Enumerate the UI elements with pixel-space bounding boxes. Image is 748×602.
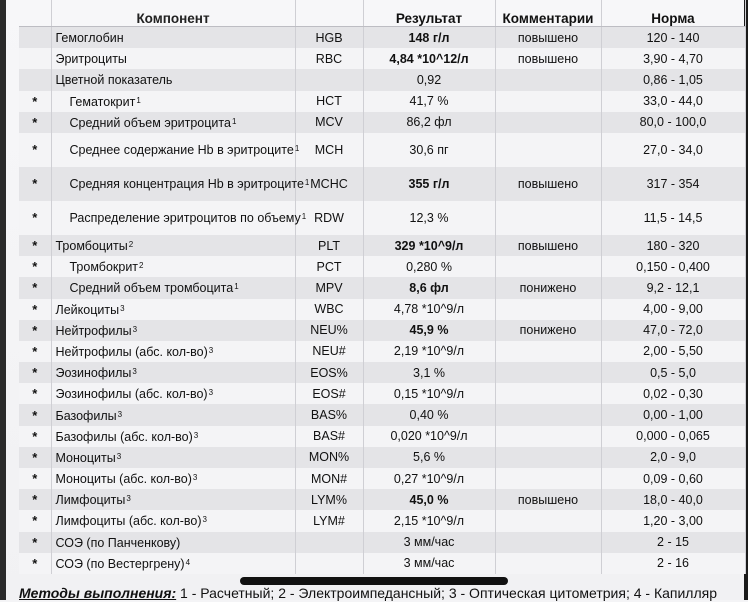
result-value: 0,020 *10^9/л bbox=[363, 426, 495, 447]
comment-value bbox=[495, 510, 601, 531]
component-name bbox=[51, 320, 295, 341]
star-marker: * bbox=[19, 167, 51, 201]
component-name bbox=[51, 27, 295, 49]
component-abbr: LYM% bbox=[295, 489, 363, 510]
component-abbr: EOS% bbox=[295, 362, 363, 383]
footnote-ref: 3 bbox=[132, 324, 138, 334]
table-row bbox=[19, 235, 745, 256]
star-marker: * bbox=[19, 404, 51, 425]
component-name bbox=[51, 112, 295, 133]
result-value: 4,78 *10^9/л bbox=[363, 299, 495, 320]
norm-range: 3,90 - 4,70 bbox=[601, 48, 745, 69]
comment-value bbox=[495, 447, 601, 468]
comment-value: повышено bbox=[495, 27, 601, 49]
norm-range: 80,0 - 100,0 bbox=[601, 112, 745, 133]
footnote-ref: 2 bbox=[128, 240, 134, 250]
comment-value bbox=[495, 91, 601, 112]
component-name bbox=[51, 362, 295, 383]
footnote-ref: 1 bbox=[301, 212, 307, 222]
result-value: 45,9 % bbox=[363, 320, 495, 341]
star-marker: * bbox=[19, 112, 51, 133]
table-row bbox=[19, 69, 745, 90]
result-value: 355 г/л bbox=[363, 167, 495, 201]
table-row bbox=[19, 167, 745, 201]
star-marker: * bbox=[19, 468, 51, 489]
comment-value: повышено bbox=[495, 48, 601, 69]
table-header-row bbox=[19, 0, 745, 27]
norm-header: Норма bbox=[601, 0, 745, 27]
star-marker: * bbox=[19, 299, 51, 320]
norm-range: 0,000 - 0,065 bbox=[601, 426, 745, 447]
comment-value bbox=[495, 133, 601, 167]
table-row bbox=[19, 553, 745, 574]
component-name-text: Эозинофилы (абс. кол-во) bbox=[55, 387, 208, 402]
footnote-ref: 3 bbox=[126, 494, 131, 504]
norm-range: 0,5 - 5,0 bbox=[601, 362, 745, 383]
table-row bbox=[19, 468, 745, 489]
star-header bbox=[19, 0, 51, 27]
result-value: 41,7 % bbox=[363, 91, 495, 112]
norm-range: 0,150 - 0,400 bbox=[601, 256, 745, 277]
footnote-ref: 3 bbox=[193, 430, 199, 440]
comment-value bbox=[495, 299, 601, 320]
footnote-ref: 1 bbox=[136, 95, 141, 105]
table-row bbox=[19, 27, 745, 49]
component-name-text: Тромбокрит bbox=[69, 260, 139, 275]
table-row bbox=[19, 320, 745, 341]
component-name bbox=[51, 468, 295, 489]
component-name-text: Нейтрофилы (абс. кол-во) bbox=[55, 344, 208, 359]
table-row bbox=[19, 341, 745, 362]
comment-value: повышено bbox=[495, 489, 601, 510]
component-name bbox=[51, 426, 295, 447]
component-abbr: BAS# bbox=[295, 426, 363, 447]
component-abbr: RBC bbox=[295, 48, 363, 69]
star-marker: * bbox=[19, 256, 51, 277]
norm-range: 0,00 - 1,00 bbox=[601, 404, 745, 425]
result-value: 148 г/л bbox=[363, 27, 495, 49]
component-name bbox=[51, 341, 295, 362]
comment-value: понижено bbox=[495, 277, 601, 298]
component-name-text: Лейкоциты bbox=[55, 302, 120, 317]
result-value: 0,280 % bbox=[363, 256, 495, 277]
norm-range: 18,0 - 40,0 bbox=[601, 489, 745, 510]
component-name-text: Гемоглобин bbox=[55, 31, 124, 46]
component-name-text: Базофилы bbox=[55, 408, 117, 423]
norm-range: 4,00 - 9,00 bbox=[601, 299, 745, 320]
methods-footer bbox=[19, 584, 748, 602]
component-abbr: NEU# bbox=[295, 341, 363, 362]
component-name-text: Лимфоциты (абс. кол-во) bbox=[55, 514, 202, 529]
table-row bbox=[19, 133, 745, 167]
norm-range: 180 - 320 bbox=[601, 235, 745, 256]
table-row bbox=[19, 447, 745, 468]
component-abbr: BAS% bbox=[295, 404, 363, 425]
component-abbr: MON# bbox=[295, 468, 363, 489]
star-marker: * bbox=[19, 201, 51, 235]
component-name-text: Моноциты (абс. кол-во) bbox=[55, 472, 192, 487]
component-name bbox=[51, 235, 295, 256]
result-value: 0,40 % bbox=[363, 404, 495, 425]
result-value: 2,19 *10^9/л bbox=[363, 341, 495, 362]
result-value: 3 мм/час bbox=[363, 532, 495, 553]
result-value: 4,84 *10^12/л bbox=[363, 48, 495, 69]
table-row bbox=[19, 532, 745, 553]
component-name-text: Эозинофилы bbox=[55, 366, 132, 381]
component-name-text: Базофилы (абс. кол-во) bbox=[55, 429, 193, 444]
component-name bbox=[51, 91, 295, 112]
table-row bbox=[19, 112, 745, 133]
component-abbr: PCT bbox=[295, 256, 363, 277]
component-name-text: Средний объем тромбоцита bbox=[69, 281, 234, 296]
star-marker bbox=[19, 27, 51, 49]
star-marker bbox=[19, 48, 51, 69]
component-name-text: Распределение эритроцитов по объему bbox=[69, 211, 301, 226]
component-name-text: Средняя концентрация Hb в эритроците bbox=[69, 177, 304, 192]
norm-range: 0,86 - 1,05 bbox=[601, 69, 745, 90]
component-abbr: LYM# bbox=[295, 510, 363, 531]
star-marker: * bbox=[19, 426, 51, 447]
star-marker bbox=[19, 69, 51, 90]
star-marker: * bbox=[19, 277, 51, 298]
component-abbr: NEU% bbox=[295, 320, 363, 341]
left-edge-strip bbox=[0, 0, 6, 600]
component-abbr: RDW bbox=[295, 201, 363, 235]
component-name-text: Эритроциты bbox=[55, 52, 127, 67]
footnote-ref: 4 bbox=[185, 557, 191, 567]
component-name bbox=[51, 133, 300, 167]
result-value: 0,27 *10^9/л bbox=[363, 468, 495, 489]
footnote-ref: 1 bbox=[294, 144, 300, 154]
norm-range: 1,20 - 3,00 bbox=[601, 510, 745, 531]
table-row bbox=[19, 277, 745, 298]
component-name bbox=[51, 553, 295, 574]
comment-value: понижено bbox=[495, 320, 601, 341]
component-abbr: MCHC bbox=[295, 167, 363, 201]
table-row bbox=[19, 362, 745, 383]
result-value: 5,6 % bbox=[363, 447, 495, 468]
comment-value bbox=[495, 404, 601, 425]
component-name-text: СОЭ (по Вестергрену) bbox=[55, 556, 185, 571]
norm-range: 2,0 - 9,0 bbox=[601, 447, 745, 468]
component-name-text: Гематокрит bbox=[69, 94, 136, 109]
table-row bbox=[19, 510, 745, 531]
result-value: 86,2 фл bbox=[363, 112, 495, 133]
result-value: 8,6 фл bbox=[363, 277, 495, 298]
footnote-ref: 1 bbox=[231, 116, 237, 126]
result-value: 0,15 *10^9/л bbox=[363, 383, 495, 404]
result-value: 0,92 bbox=[363, 69, 495, 90]
result-value: 3 мм/час bbox=[363, 553, 495, 574]
component-name-text: Цветной показатель bbox=[55, 73, 173, 88]
result-value: 45,0 % bbox=[363, 489, 495, 510]
comment-value: повышено bbox=[495, 167, 601, 201]
component-name bbox=[51, 256, 295, 277]
comment-value bbox=[495, 426, 601, 447]
component-name bbox=[51, 48, 295, 69]
component-abbr: HCT bbox=[295, 91, 363, 112]
component-abbr: EOS# bbox=[295, 383, 363, 404]
footnote-ref: 3 bbox=[116, 451, 122, 461]
result-value: 2,15 *10^9/л bbox=[363, 510, 495, 531]
table-body bbox=[19, 27, 745, 574]
component-name-text: Средний объем эритроцита bbox=[69, 115, 231, 130]
comment-value bbox=[495, 341, 601, 362]
comment-value bbox=[495, 468, 601, 489]
component-abbr bbox=[295, 69, 363, 90]
comment-value bbox=[495, 362, 601, 383]
star-marker: * bbox=[19, 320, 51, 341]
blood-test-table bbox=[19, 0, 746, 574]
star-marker: * bbox=[19, 91, 51, 112]
norm-range: 33,0 - 44,0 bbox=[601, 91, 745, 112]
table-row bbox=[19, 299, 745, 320]
component-abbr: MON% bbox=[295, 447, 363, 468]
footnote-ref: 3 bbox=[202, 515, 207, 525]
table-row bbox=[19, 489, 745, 510]
footnote-ref: 1 bbox=[304, 178, 310, 188]
footnote-ref: 3 bbox=[117, 409, 123, 419]
component-name-text: Нейтрофилы bbox=[55, 323, 132, 338]
comment-header: Комментарии bbox=[495, 0, 601, 27]
component-abbr bbox=[295, 553, 363, 574]
star-marker: * bbox=[19, 510, 51, 531]
component-name-text: Лимфоциты bbox=[55, 493, 126, 508]
component-name-text: Тромбоциты bbox=[55, 239, 128, 254]
component-name bbox=[51, 510, 295, 531]
norm-range: 2 - 15 bbox=[601, 532, 745, 553]
footnote-ref: 3 bbox=[208, 388, 214, 398]
footnote-ref: 3 bbox=[120, 303, 125, 313]
component-name bbox=[51, 277, 295, 298]
table-row bbox=[19, 48, 745, 69]
component-name bbox=[51, 532, 295, 553]
table-row bbox=[19, 201, 745, 235]
component-abbr: PLT bbox=[295, 235, 363, 256]
methods-text: 1 - Расчетный; 2 - Электроимпедансный; 3 - Оптическая цитометрия; 4 - Капилляр bbox=[176, 585, 718, 601]
norm-range: 317 - 354 bbox=[601, 167, 745, 201]
component-abbr: MPV bbox=[295, 277, 363, 298]
norm-range: 2 - 16 bbox=[601, 553, 745, 574]
norm-range: 2,00 - 5,50 bbox=[601, 341, 745, 362]
norm-range: 9,2 - 12,1 bbox=[601, 277, 745, 298]
component-abbr: WBC bbox=[295, 299, 363, 320]
star-marker: * bbox=[19, 235, 51, 256]
footnote-ref: 2 bbox=[139, 261, 144, 271]
star-marker: * bbox=[19, 447, 51, 468]
comment-value bbox=[495, 532, 601, 553]
table-row bbox=[19, 383, 745, 404]
component-name-text: Среднее содержание Hb в эритроците bbox=[69, 143, 294, 158]
footnote-ref: 1 bbox=[234, 282, 239, 292]
component-name-text: СОЭ (по Панченкову) bbox=[55, 535, 181, 550]
component-name bbox=[51, 167, 310, 201]
footnote-ref: 3 bbox=[208, 345, 214, 355]
star-marker: * bbox=[19, 489, 51, 510]
result-value: 30,6 пг bbox=[363, 133, 495, 167]
component-name bbox=[51, 383, 295, 404]
norm-range: 120 - 140 bbox=[601, 27, 745, 49]
result-value: 329 *10^9/л bbox=[363, 235, 495, 256]
comment-value bbox=[495, 383, 601, 404]
result-value: 3,1 % bbox=[363, 362, 495, 383]
component-abbr: HGB bbox=[295, 27, 363, 49]
methods-label: Методы выполнения: bbox=[19, 585, 177, 601]
component-name-text: Моноциты bbox=[55, 450, 116, 465]
table-row bbox=[19, 404, 745, 425]
table-row bbox=[19, 426, 745, 447]
table-row bbox=[19, 256, 745, 277]
comment-value: повышено bbox=[495, 235, 601, 256]
norm-range: 0,02 - 0,30 bbox=[601, 383, 745, 404]
abbr-header bbox=[295, 0, 363, 27]
norm-range: 47,0 - 72,0 bbox=[601, 320, 745, 341]
footnote-ref: 3 bbox=[132, 367, 137, 377]
comment-value bbox=[495, 112, 601, 133]
result-header: Результат bbox=[363, 0, 495, 27]
component-name bbox=[51, 201, 307, 235]
star-marker: * bbox=[19, 341, 51, 362]
norm-range: 27,0 - 34,0 bbox=[601, 133, 745, 167]
star-marker: * bbox=[19, 532, 51, 553]
star-marker: * bbox=[19, 362, 51, 383]
comment-value bbox=[495, 201, 601, 235]
comment-value bbox=[495, 553, 601, 574]
component-name bbox=[51, 404, 295, 425]
result-value: 12,3 % bbox=[363, 201, 495, 235]
comment-value bbox=[495, 256, 601, 277]
star-marker: * bbox=[19, 133, 51, 167]
star-marker: * bbox=[19, 553, 51, 574]
component-abbr: MCH bbox=[295, 133, 363, 167]
footnote-ref: 3 bbox=[192, 473, 198, 483]
table-row bbox=[19, 91, 745, 112]
component-abbr bbox=[295, 532, 363, 553]
norm-range: 0,09 - 0,60 bbox=[601, 468, 745, 489]
component-name bbox=[51, 489, 295, 510]
component-name bbox=[51, 299, 295, 320]
component-abbr: MCV bbox=[295, 112, 363, 133]
component-header: Компонент bbox=[51, 0, 295, 27]
norm-range: 11,5 - 14,5 bbox=[601, 201, 745, 235]
star-marker: * bbox=[19, 383, 51, 404]
comment-value bbox=[495, 69, 601, 90]
component-name bbox=[51, 69, 295, 90]
component-name bbox=[51, 447, 295, 468]
